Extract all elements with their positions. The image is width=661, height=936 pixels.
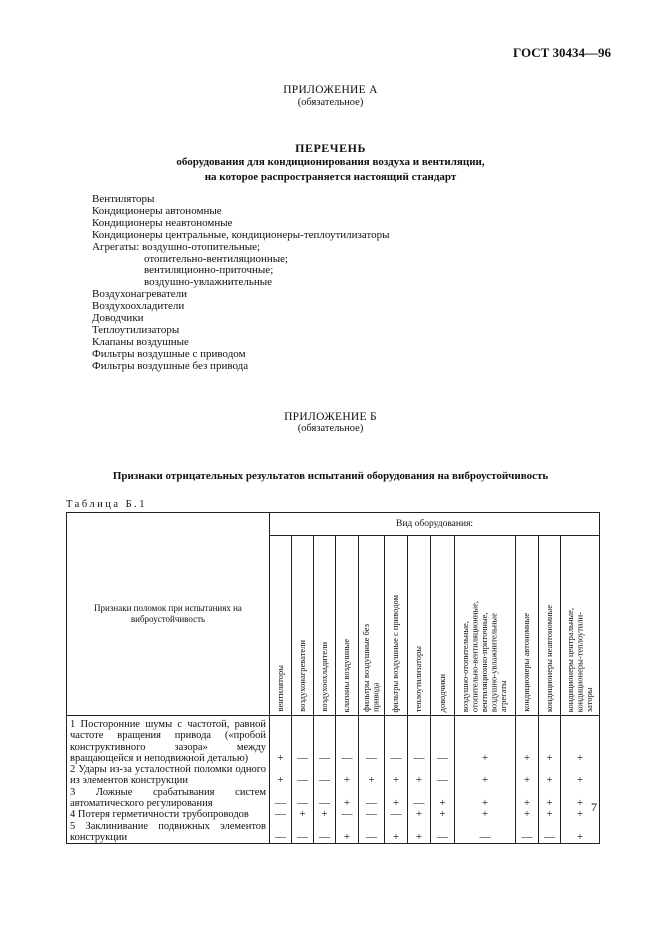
table-cell: + xyxy=(455,787,516,810)
column-header: клапаны воздушные xyxy=(336,536,359,716)
table-cell: + xyxy=(539,809,561,820)
table-cell: + xyxy=(516,787,539,810)
table-cell: + xyxy=(336,787,359,810)
table-cell: + xyxy=(561,764,600,787)
column-header: воздушно-отопительные, отопительно-вентиляционные, вентиляционно-приточные, воздушно-увлажнительные агрегаты xyxy=(455,536,516,716)
table-cell: — xyxy=(359,716,385,765)
table-cell: — xyxy=(431,716,455,765)
table-cell: — xyxy=(385,809,408,820)
list-item: Доводчики xyxy=(92,312,144,325)
appendix-b-title: ПРИЛОЖЕНИЕ Б xyxy=(284,411,377,423)
column-header: кондиционеры автономные xyxy=(516,536,539,716)
appendix-a-title: ПРИЛОЖЕНИЕ А xyxy=(283,84,378,96)
table-cell-sign: 4 Потеря герметичности трубопроводов xyxy=(67,809,270,820)
table-cell: — xyxy=(270,809,292,820)
table-cell-sign: 5 Заклинивание подвижных элементов конструкции xyxy=(67,821,270,844)
table-cell: — xyxy=(539,821,561,844)
table-cell: — xyxy=(359,787,385,810)
table-cell: — xyxy=(431,821,455,844)
table-cell: + xyxy=(539,716,561,765)
list-item: Кондиционеры автономные xyxy=(92,204,222,217)
table-cell: — xyxy=(292,821,314,844)
list-subtitle-1: оборудования для кондиционирования воздуха и вентиляции, xyxy=(176,156,485,168)
list-item: Воздухоохладители xyxy=(92,300,185,313)
table-cell: — xyxy=(431,764,455,787)
table-cell: — xyxy=(314,821,336,844)
table-cell: + xyxy=(539,787,561,810)
column-header: фильтры воздушные без привода xyxy=(359,536,385,716)
table-cell: + xyxy=(385,764,408,787)
list-item: Фильтры воздушные с приводом xyxy=(92,347,246,360)
page-number: 7 xyxy=(591,800,597,814)
list-item: Кондиционеры неавтономные xyxy=(92,216,233,229)
table-cell: — xyxy=(270,821,292,844)
table-cell: — xyxy=(314,764,336,787)
table-cell: + xyxy=(516,809,539,820)
table-cell: + xyxy=(455,716,516,765)
table-cell: — xyxy=(292,764,314,787)
table-cell: + xyxy=(408,821,431,844)
list-item: Теплоутилизаторы xyxy=(92,323,180,336)
table-section-title: Признаки отрицательных результатов испытаний оборудования на виброустойчивость xyxy=(112,470,549,482)
column-header: воздухонагреватели xyxy=(292,536,314,716)
table-cell: + xyxy=(385,787,408,810)
table-cell: — xyxy=(408,716,431,765)
table-cell: — xyxy=(455,821,516,844)
table-row xyxy=(67,716,600,765)
table-cell: — xyxy=(359,821,385,844)
list-item: отопительно-вентиляционные; xyxy=(144,252,289,265)
list-item: Вентиляторы xyxy=(92,193,155,205)
table-cell: — xyxy=(270,787,292,810)
list-item: Кондиционеры центральные, кондиционеры-теплоутилизаторы xyxy=(92,228,390,241)
vibration-signs-table xyxy=(66,512,600,844)
column-header: фильтры воздушные с приводом xyxy=(385,536,408,716)
table-cell: — xyxy=(336,716,359,765)
sign-column-header: Признаки поломок при испытаниях на виброустойчивость xyxy=(67,513,270,716)
list-item: вентиляционно-приточные; xyxy=(144,264,274,277)
table-caption: Таблица Б.1 xyxy=(66,499,148,510)
table-cell: + xyxy=(561,809,600,820)
table-cell: — xyxy=(292,716,314,765)
column-header: воздухоохладители xyxy=(314,536,336,716)
column-header: кондиционеры центральные, кондиционеры-теплоутили- заторы xyxy=(561,536,600,716)
table-cell-sign: 1 Посторонние шумы с частотой, равной частоте вращения привода («пробой конструктивного зазора» между вращающейся и неподвижной деталью) xyxy=(67,716,270,765)
table-cell: + xyxy=(336,821,359,844)
table-cell: — xyxy=(516,821,539,844)
equipment-type-header: Вид оборудования: xyxy=(270,513,600,536)
table-cell: — xyxy=(314,787,336,810)
table-cell-sign: 3 Ложные срабатывания систем автоматического регулирования xyxy=(67,787,270,810)
table-cell: + xyxy=(408,809,431,820)
table-cell: + xyxy=(314,809,336,820)
table-cell: + xyxy=(431,787,455,810)
table-row xyxy=(67,787,600,810)
list-subtitle-2: на которое распространяется настоящий стандарт xyxy=(204,171,457,183)
column-header: вентиляторы xyxy=(270,536,292,716)
table-cell: — xyxy=(292,787,314,810)
table-cell: + xyxy=(561,787,600,810)
table-cell: + xyxy=(516,764,539,787)
standard-number: ГОСТ 30434—96 xyxy=(513,45,612,60)
table-cell: + xyxy=(516,716,539,765)
column-header: кондиционеры неавтономные xyxy=(539,536,561,716)
table-cell: — xyxy=(336,809,359,820)
table-cell: — xyxy=(385,716,408,765)
table-cell: — xyxy=(314,716,336,765)
table-cell: — xyxy=(408,787,431,810)
table-row xyxy=(67,764,600,787)
table-cell: + xyxy=(292,809,314,820)
table-cell: + xyxy=(455,809,516,820)
table-cell: — xyxy=(359,809,385,820)
appendix-b-note: (обязательное) xyxy=(297,423,364,434)
table-cell: + xyxy=(561,716,600,765)
appendix-a-note: (обязательное) xyxy=(297,97,364,108)
table-cell-sign: 2 Удары из-за усталостной поломки одного из элементов конструкции xyxy=(67,764,270,787)
table-cell: + xyxy=(359,764,385,787)
list-item: воздушно-увлажнительные xyxy=(144,276,273,289)
list-item: Клапаны воздушные xyxy=(92,335,189,348)
column-header: доводчики xyxy=(431,536,455,716)
table-cell: + xyxy=(408,764,431,787)
column-header: теплоутилизаторы xyxy=(408,536,431,716)
table-row xyxy=(67,809,600,820)
table-cell: + xyxy=(270,716,292,765)
list-title: ПЕРЕЧЕНЬ xyxy=(295,141,366,155)
table-cell: + xyxy=(539,764,561,787)
list-item: Агрегаты: воздушно-отопительные; xyxy=(92,240,261,253)
table-cell: + xyxy=(385,821,408,844)
equipment-list xyxy=(92,194,390,373)
table-cell: + xyxy=(431,809,455,820)
table-cell: + xyxy=(455,764,516,787)
table-cell: + xyxy=(336,764,359,787)
list-item: Фильтры воздушные без привода xyxy=(92,359,249,372)
table-cell: + xyxy=(270,764,292,787)
table-row xyxy=(67,821,600,844)
table-cell: + xyxy=(561,821,600,844)
list-item: Воздухонагреватели xyxy=(92,288,188,301)
